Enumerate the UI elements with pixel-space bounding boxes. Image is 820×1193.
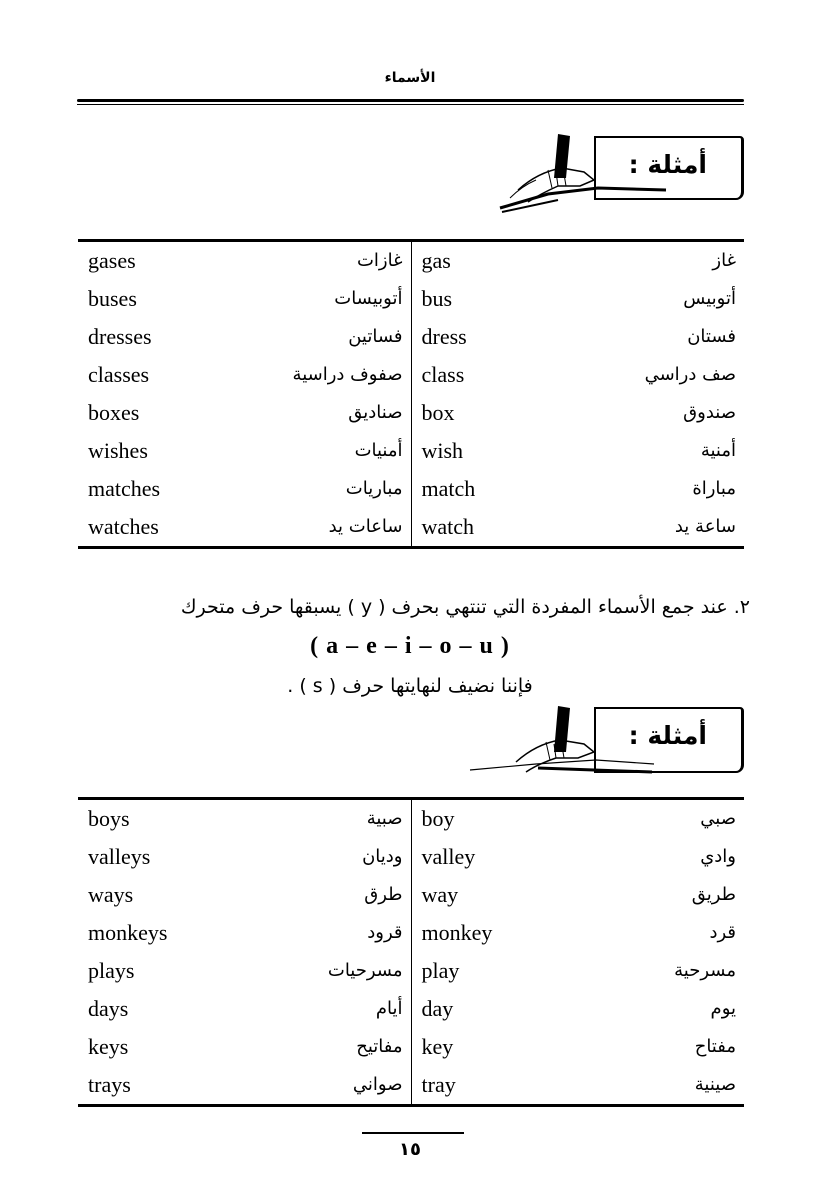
plural-arabic: مباريات [202, 470, 411, 508]
plural-arabic: طرق [202, 876, 411, 914]
singular-arabic: مباراة [692, 478, 736, 499]
table-row [78, 394, 744, 432]
singular-english: class [421, 362, 465, 387]
examples-table-1 [78, 239, 744, 549]
singular-arabic: مسرحية [674, 960, 736, 981]
singular-english: gas [421, 248, 451, 273]
plural-english: boxes [88, 400, 140, 425]
plural-english: monkeys [88, 920, 168, 945]
plural-english: days [88, 996, 129, 1021]
plural-english: matches [88, 476, 161, 501]
singular-english: boy [421, 806, 455, 831]
table-row [78, 990, 744, 1028]
plural-english: ways [88, 882, 134, 907]
singular-arabic: يوم [710, 998, 736, 1019]
singular-arabic: صندوق [683, 402, 736, 423]
plural-english: wishes [88, 438, 148, 463]
singular-arabic: مفتاح [694, 1036, 736, 1057]
singular-arabic: فستان [687, 326, 736, 347]
singular-english: bus [421, 286, 453, 311]
plural-arabic: قرود [202, 914, 411, 952]
plural-arabic: فساتين [202, 318, 411, 356]
examples-label: أمثلة : [628, 721, 707, 750]
plural-english: classes [88, 362, 150, 387]
table-row [78, 470, 744, 508]
plural-arabic: صبية [202, 799, 411, 839]
plural-english: plays [88, 958, 135, 983]
table-row [78, 838, 744, 876]
plural-arabic: مفاتيح [202, 1028, 411, 1066]
plural-english: dresses [88, 324, 152, 349]
table-row [78, 318, 744, 356]
singular-arabic: طريق [691, 884, 736, 905]
singular-english: match [421, 476, 476, 501]
examples-label: أمثلة : [628, 150, 707, 179]
plural-arabic: غازات [202, 241, 411, 281]
plural-arabic: صناديق [202, 394, 411, 432]
table-row [78, 432, 744, 470]
singular-english: box [421, 400, 455, 425]
singular-arabic: ساعة يد [674, 516, 736, 537]
singular-english: way [421, 882, 459, 907]
plural-english: trays [88, 1072, 131, 1097]
table-row [78, 876, 744, 914]
examples-table-2 [78, 797, 744, 1107]
singular-arabic: غاز [712, 250, 736, 271]
pointing-hand-icon [466, 702, 656, 782]
table-row [78, 1066, 744, 1106]
singular-arabic: قرد [709, 922, 736, 943]
plural-arabic: مسرحيات [202, 952, 411, 990]
plural-arabic: ساعات يد [202, 508, 411, 548]
plural-arabic: صواني [202, 1066, 411, 1106]
header-rule [77, 99, 744, 102]
vowel-letters: ( a – e – i – o – u ) [310, 633, 510, 659]
singular-arabic: وادي [700, 846, 736, 867]
singular-arabic: أتوبيس [683, 288, 736, 309]
singular-english: watch [421, 514, 475, 539]
footer-rule [362, 1132, 464, 1134]
rule-2-statement: ٢. عند جمع الأسماء المفردة التي تنتهي بحرف ( y ) يسبقها حرف متحرك [180, 596, 750, 618]
singular-english: tray [421, 1072, 456, 1097]
plural-arabic: أتوبيسات [202, 280, 411, 318]
table-row [78, 241, 744, 281]
running-header: الأسماء [384, 70, 436, 86]
plural-arabic: وديان [202, 838, 411, 876]
singular-english: wish [421, 438, 464, 463]
singular-arabic: أمنية [700, 440, 736, 461]
table-row [78, 508, 744, 548]
plural-arabic: صفوف دراسية [202, 356, 411, 394]
plural-arabic: أيام [202, 990, 411, 1028]
table-row [78, 280, 744, 318]
page-number: ١٥ [399, 1139, 421, 1160]
singular-arabic: صينية [694, 1074, 736, 1095]
table-row [78, 1028, 744, 1066]
plural-arabic: أمنيات [202, 432, 411, 470]
singular-arabic: صبي [700, 808, 736, 829]
singular-english: day [421, 996, 454, 1021]
plural-english: buses [88, 286, 137, 311]
singular-english: valley [421, 844, 476, 869]
plural-english: boys [88, 806, 130, 831]
plural-english: watches [88, 514, 159, 539]
table-row [78, 914, 744, 952]
singular-english: dress [421, 324, 467, 349]
table-row [78, 356, 744, 394]
rule-2-conclusion: فإننا نضيف لنهايتها حرف ( s ) . [287, 675, 533, 697]
singular-english: key [421, 1034, 454, 1059]
table-row [78, 799, 744, 839]
plural-english: gases [88, 248, 136, 273]
singular-english: play [421, 958, 460, 983]
plural-english: keys [88, 1034, 129, 1059]
plural-english: valleys [88, 844, 151, 869]
pointing-hand-icon [488, 128, 670, 214]
table-row [78, 952, 744, 990]
singular-english: monkey [421, 920, 493, 945]
singular-arabic: صف دراسي [644, 364, 736, 385]
